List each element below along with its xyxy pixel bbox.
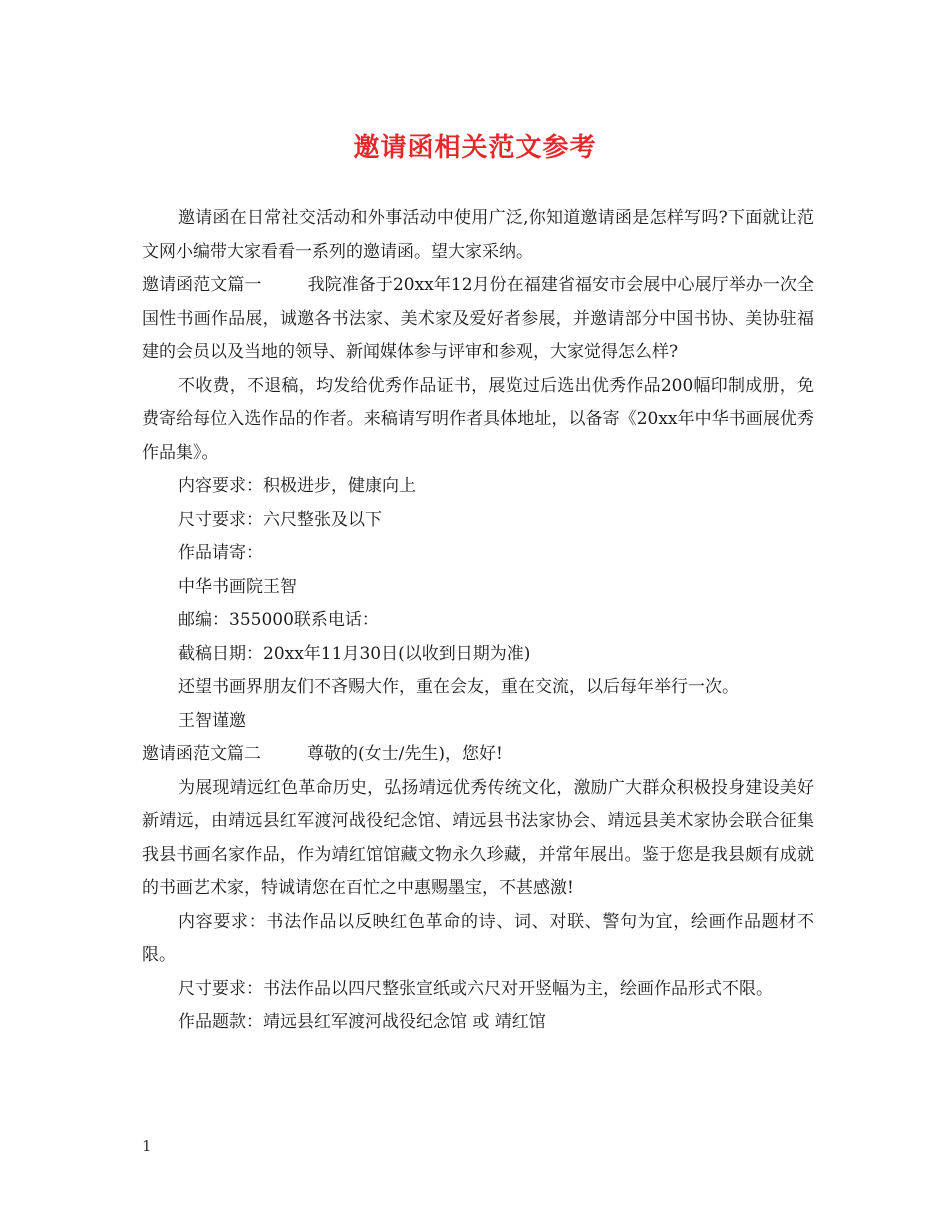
paragraph-signature: 王智谨邀	[178, 710, 246, 731]
paragraph-send-to: 作品请寄：	[178, 543, 263, 563]
paragraph-sample-one	[142, 269, 814, 370]
paragraph-postcode: 邮编：355000联系电话：	[178, 610, 379, 630]
section-heading-sample-one: 邀请函范文篇一	[142, 275, 262, 295]
paragraph-size-req-two: 尺寸要求：书法作品以四尺整张宣纸或六尺对开竖幅为主，绘画作品形式不限。	[178, 978, 773, 999]
paragraph-content-req: 内容要求：积极进步，健康向上	[178, 476, 416, 496]
paragraph-sample-two	[142, 738, 814, 772]
document-title: 邀请函相关范文参考	[353, 133, 597, 163]
page-number: 1	[142, 1137, 152, 1155]
section-heading-sample-two: 邀请函范文篇二	[142, 744, 261, 764]
document-body	[142, 202, 814, 1040]
paragraph-deadline: 截稿日期：20xx年11月30日(以收到日期为准)	[178, 643, 531, 664]
paragraph-inscription: 作品题款：靖远县红军渡河战役纪念馆 或 靖红馆	[178, 1012, 546, 1032]
paragraph-size-req: 尺寸要求：六尺整张及以下	[178, 509, 382, 530]
paragraph-sample-two-text: 尊敬的(女士/先生)，您好!	[307, 744, 503, 764]
paragraph-sample-one-text: 我院准备于20xx年12月份在福建省福安市会展中心展厅举办一次全国性书画作品展，诚邀各书法家、美术家及爱好者参展，并邀请部分中国书协、美协驻福建的会员以及当地的领导、新闻媒体参与评审和参观，大家觉得怎么样?	[142, 275, 815, 362]
paragraph-intro: 邀请函在日常社交活动和外事活动中使用广泛,你知道邀请函是怎样写吗?下面就让范文网小编带大家看看一系列的邀请函。望大家采纳。	[142, 208, 814, 262]
paragraph-closing: 还望书画界朋友们不吝赐大作，重在会友，重在交流，以后每年举行一次。	[178, 677, 739, 697]
paragraph-purpose: 为展现靖远红色革命历史，弘扬靖远优秀传统文化，激励广大群众积极投身建设美好新靖远，由靖远县红军渡河战役纪念馆、靖远县书法家协会、靖远县美术家协会联合征集我县书画名家作品，作为靖红馆馆藏文物永久珍藏，并常年展出。鉴于您是我县颇有成就的书画艺术家，特诚请您在百忙之中惠赐墨宝，不甚感激!	[142, 777, 814, 898]
paragraph-content-req-two: 内容要求：书法作品以反映红色革命的诗、词、对联、警句为宜，绘画作品题材不限。	[142, 911, 814, 965]
paragraph-recipient: 中华书画院王智	[178, 576, 297, 597]
paragraph-fee: 不收费，不退稿，均发给优秀作品证书，展览过后选出优秀作品200幅印制成册，免费寄给每位入选作品的作者。来稿请写明作者具体地址，以备寄《20xx年中华书画展优秀作品集》。	[142, 375, 814, 463]
